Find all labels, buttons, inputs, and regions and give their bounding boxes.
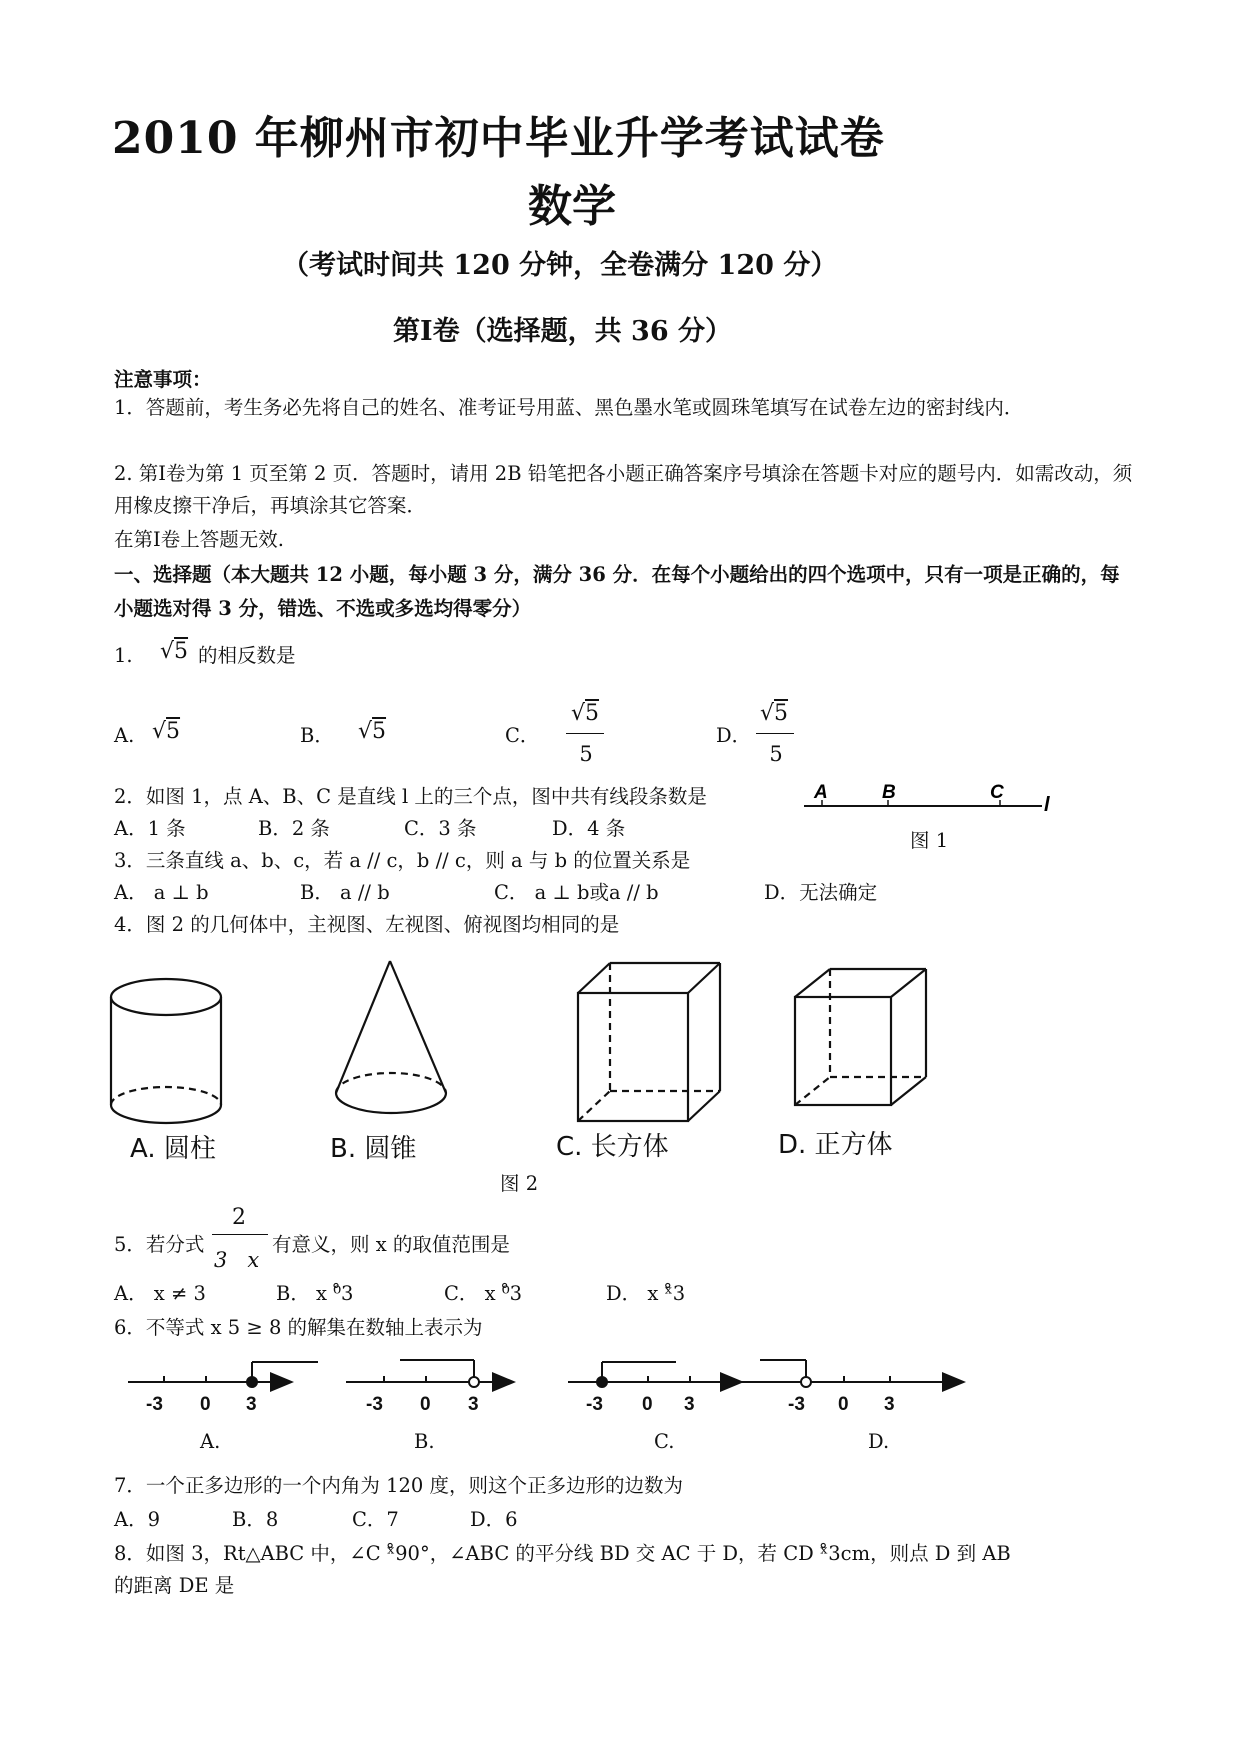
solid-label-d: D. 正方体 xyxy=(778,1130,893,1160)
q4-text: 4．图 2 的几何体中，主视图、左视图、俯视图均相同的是 xyxy=(114,913,620,936)
figure-2-solids xyxy=(100,955,1100,1155)
tick-c-minus3: -3 xyxy=(586,1394,603,1415)
figure-2-caption: 图 2 xyxy=(500,1172,539,1195)
q2-option-a: A．1 条 xyxy=(114,817,186,840)
q5-option-c: C． x ⁰̊3 xyxy=(444,1282,523,1305)
note-1: 1．答题前，考生务必先将自己的姓名、准考证号用蓝、黑色墨水笔或圆珠笔填写在试卷左边的密封线内． xyxy=(114,396,1024,419)
q1-option-a-value: √5 xyxy=(152,719,181,744)
tick-a-minus3: -3 xyxy=(146,1394,163,1415)
q5-option-d: D． x ˣ̊3 xyxy=(606,1282,686,1305)
solid-label-b: B. 圆锥 xyxy=(330,1134,417,1164)
cylinder-shape xyxy=(111,979,221,1123)
q7-text: 7．一个正多边形的一个内角为 120 度，则这个正多边形的边数为 xyxy=(114,1474,684,1497)
q3-option-a: A． a ⊥ b xyxy=(114,881,209,904)
q1-option-c-fraction-bar xyxy=(566,733,604,734)
q1-option-b-label: B． xyxy=(300,724,334,747)
tick-a-0: 0 xyxy=(200,1394,211,1415)
solid-label-a: A. 圆柱 xyxy=(130,1134,216,1164)
q6-option-b: B. xyxy=(414,1430,435,1453)
cuboid-shape xyxy=(578,963,720,1121)
figure-1-caption: 图 1 xyxy=(910,829,949,852)
q7-option-a: A．9 xyxy=(114,1508,160,1531)
q1-number: 1. xyxy=(114,644,133,667)
number-line-a xyxy=(128,1362,318,1387)
figure-1-line xyxy=(800,778,1060,818)
cone-shape xyxy=(336,961,446,1113)
notes-heading: 注意事项： xyxy=(114,368,212,391)
q1-option-b-value: √5 xyxy=(358,719,387,744)
note-2: 2. 第Ⅰ卷为第 1 页至第 2 页．答题时，请用 2B 铅笔把各小题正确答案序号填涂在答题卡对应的题号内．如需改动，须用橡皮擦干净后，再填涂其它答案． xyxy=(114,462,1133,517)
fig1-label-b: B xyxy=(882,782,896,803)
q1-option-d-label: D． xyxy=(716,724,752,747)
number-line-b xyxy=(346,1360,512,1387)
q6-text: 6．不等式 x 5 ≥ 8 的解集在数轴上表示为 xyxy=(114,1316,483,1339)
tick-b-0: 0 xyxy=(420,1394,431,1415)
q1-option-c-denominator: 5 xyxy=(579,742,593,766)
q7-option-b: B．8 xyxy=(232,1508,279,1531)
q6-option-d: D. xyxy=(868,1430,890,1453)
q1-option-d-denominator: 5 xyxy=(769,742,783,766)
q1-option-d-numerator: √5 xyxy=(759,701,789,726)
q6-option-c: C. xyxy=(654,1430,675,1453)
q6-option-a: A. xyxy=(200,1430,221,1453)
solid-label-c: C. 长方体 xyxy=(556,1132,669,1162)
q3-option-c: C． a ⊥ b或a // b xyxy=(494,881,659,904)
q5-option-b: B． x ⁰̊3 xyxy=(276,1282,354,1305)
q1-option-c-numerator: √5 xyxy=(570,701,600,726)
q2-option-d: D．4 条 xyxy=(552,817,626,840)
q7-option-d: D．6 xyxy=(470,1508,518,1531)
exam-info: （考试时间共 120 分钟，全卷满分 120 分） xyxy=(282,250,838,281)
tick-b-minus3: -3 xyxy=(366,1394,383,1415)
q5-numerator: 2 xyxy=(232,1205,246,1230)
q5-prefix: 5．若分式 xyxy=(114,1233,205,1256)
number-line-c xyxy=(568,1362,740,1387)
q5-option-a: A． x ≠ 3 xyxy=(114,1282,206,1305)
q1-option-a-label: A. xyxy=(114,724,135,747)
note-3: 在第Ⅰ卷上答题无效. xyxy=(114,528,284,551)
cube-shape xyxy=(795,969,926,1105)
tick-c-3: 3 xyxy=(684,1394,695,1415)
q1-option-d-fraction-bar xyxy=(756,733,794,734)
tick-d-0: 0 xyxy=(838,1394,849,1415)
exam-title: 2010 年柳州市初中毕业升学考试试卷 xyxy=(112,113,885,164)
q5-denominator: 3 x xyxy=(214,1248,260,1272)
fig1-label-a: A xyxy=(814,782,828,803)
q3-option-d: D．无法确定 xyxy=(764,881,878,904)
q3-option-b: B． a // b xyxy=(300,881,390,904)
tick-d-3: 3 xyxy=(884,1394,895,1415)
section-title: 第Ⅰ卷（选择题，共 36 分） xyxy=(393,316,733,347)
q5-fraction-bar xyxy=(212,1234,268,1235)
tick-a-3: 3 xyxy=(246,1394,257,1415)
q3-text: 3．三条直线 a、b、c，若 a // c，b // c，则 a 与 b 的位置关系是 xyxy=(114,849,691,872)
q2-option-c: C．3 条 xyxy=(404,817,477,840)
fig1-label-l: l xyxy=(1044,794,1050,816)
subject-title: 数学 xyxy=(528,181,616,232)
q8-line-1: 8．如图 3，Rt△ABC 中，∠C ˣ̊90°，∠ABC 的平分线 BD 交 AC 于 D，若 CD ˣ̊3cm，则点 D 到 AB xyxy=(114,1542,1011,1565)
q5-suffix: 有意义，则 x 的取值范围是 xyxy=(272,1233,510,1256)
tick-d-minus3: -3 xyxy=(788,1394,805,1415)
number-line-d xyxy=(728,1360,962,1387)
q2-option-b: B．2 条 xyxy=(258,817,330,840)
q8-line-2: 的距离 DE 是 xyxy=(114,1574,235,1597)
q1-stem-text: 的相反数是 xyxy=(198,644,296,667)
fig1-label-c: C xyxy=(990,782,1004,803)
q1-option-c-label: C． xyxy=(505,724,540,747)
figure-number-lines xyxy=(120,1340,980,1420)
part1-instruction: 一、选择题（本大题共 12 小题，每小题 3 分，满分 36 分．在每个小题给出的四个选项中，只有一项是正确的，每小题选对得 3 分，错选、不选或多选均得零分） xyxy=(114,563,1120,620)
tick-b-3: 3 xyxy=(468,1394,479,1415)
q1-stem-radical: √5 xyxy=(160,639,189,664)
tick-c-0: 0 xyxy=(642,1394,653,1415)
q7-option-c: C．7 xyxy=(352,1508,399,1531)
q2-text: 2．如图 1，点 A、B、C 是直线 l 上的三个点，图中共有线段条数是 xyxy=(114,785,707,808)
